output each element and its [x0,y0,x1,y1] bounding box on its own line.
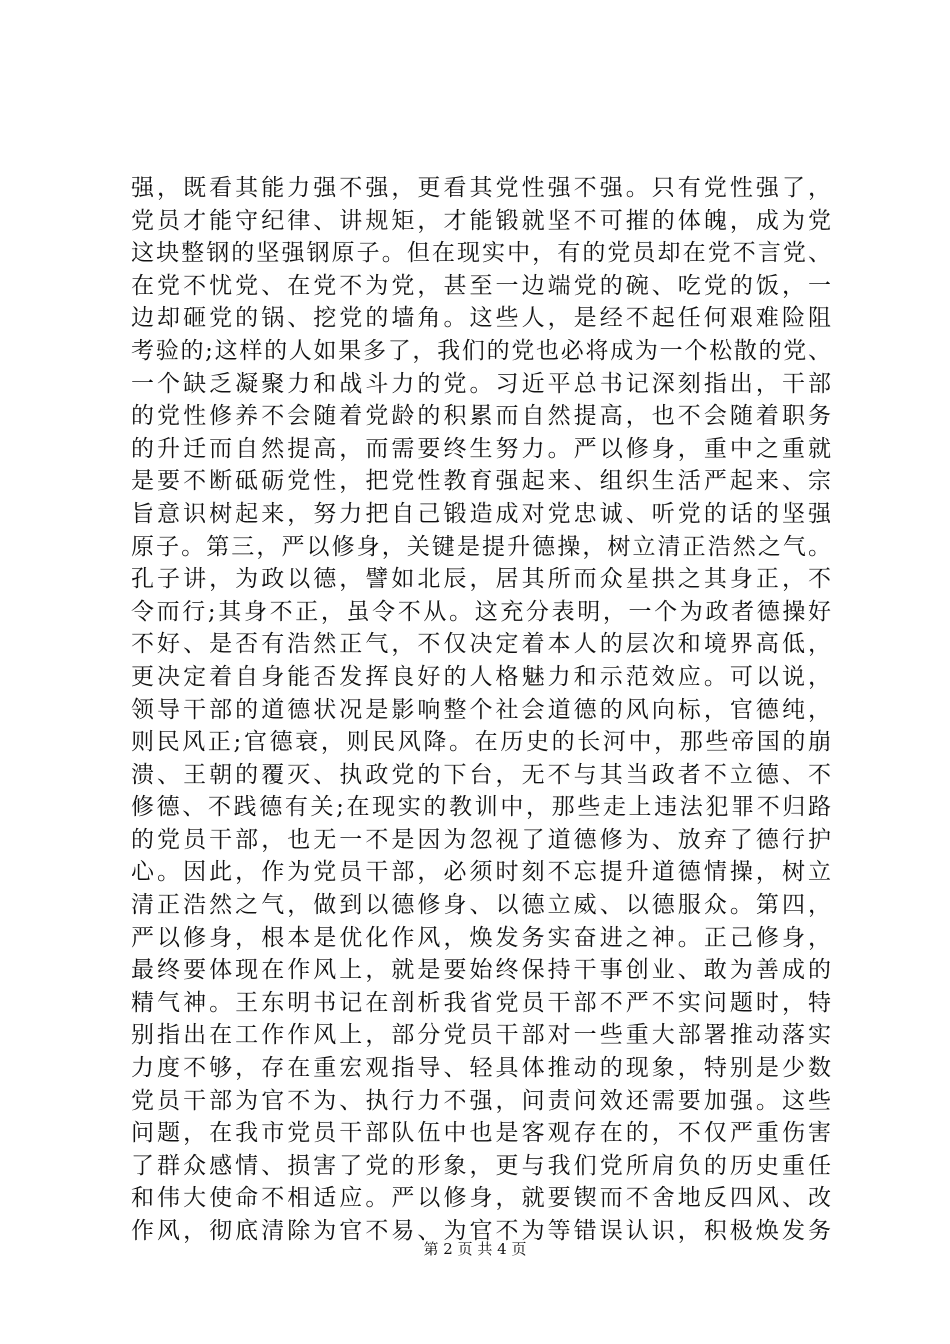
text-line: 这块整钢的坚强钢原子。但在现实中，有的党员却在党不言党、 [131,240,831,267]
text-line: 严以修身，根本是优化作风，焕发务实奋进之神。正己修身， [131,924,831,951]
text-line: 溃、王朝的覆灭、执政党的下台，无不与其当政者不立德、不 [131,761,831,788]
text-line: 一个缺乏凝聚力和战斗力的党。习近平总书记深刻指出，干部 [131,370,831,397]
text-line: 强，既看其能力强不强，更看其党性强不强。只有党性强了， [131,175,831,201]
text-line: 清正浩然之气，做到以德修身、以德立威、以德服众。第四， [131,892,831,919]
text-line: 更决定着自身能否发挥良好的人格魅力和示范效应。可以说， [131,663,831,690]
text-line: 修德、不践德有关;在现实的教训中，那些走上违法犯罪不归路 [131,794,831,821]
text-line: 原子。第三，严以修身，关键是提升德操，树立清正浩然之气。 [131,533,831,560]
text-line: 了群众感情、损害了党的形象，更与我们党所肩负的历史重任 [131,1152,831,1179]
text-line: 力度不够，存在重宏观指导、轻具体推动的现象，特别是少数 [131,1055,831,1082]
text-line: 考验的;这样的人如果多了，我们的党也必将成为一个松散的党、 [131,337,831,364]
text-line: 边却砸党的锅、挖党的墙角。这些人，是经不起任何艰难险阻 [131,305,831,332]
text-line: 和伟大使命不相适应。严以修身，就要锲而不舍地反四风、改 [131,1185,831,1212]
text-line: 的党员干部，也无一不是因为忽视了道德修为、放弃了德行护 [131,826,831,853]
text-line: 则民风正;官德衰，则民风降。在历史的长河中，那些帝国的崩 [131,729,831,756]
text-line: 别指出在工作作风上，部分党员干部对一些重大部署推动落实 [131,1022,831,1049]
text-line: 的党性修养不会随着党龄的积累而自然提高，也不会随着职务 [131,403,831,430]
text-line: 孔子讲，为政以德，譬如北辰，居其所而众星拱之其身正，不 [131,566,831,593]
text-line: 令而行;其身不正，虽令不从。这充分表明，一个为政者德操好 [131,598,831,625]
text-line: 精气神。王东明书记在剖析我省党员干部不严不实问题时，特 [131,989,831,1016]
text-line: 心。因此，作为党员干部，必须时刻不忘提升道德情操，树立 [131,859,831,886]
text-line: 旨意识树起来，努力把自己锻造成对党忠诚、听党的话的坚强 [131,500,831,527]
text-line: 党员干部为官不为、执行力不强，问责问效还需要加强。这些 [131,1087,831,1114]
text-line: 不好、是否有浩然正气，不仅决定着本人的层次和境界高低， [131,631,831,658]
text-line: 作风，彻底清除为官不易、为官不为等错误认识，积极焕发务 [131,1218,831,1244]
text-line: 在党不忧党、在党不为党，甚至一边端党的碗、吃党的饭，一 [131,272,831,299]
text-line: 是要不断砥砺党性，把党性教育强起来、组织生活严起来、宗 [131,468,831,495]
text-line: 领导干部的道德状况是影响整个社会道德的风向标，官德纯， [131,696,831,723]
text-line: 党员才能守纪律、讲规矩，才能锻就坚不可摧的体魄，成为党 [131,207,831,234]
text-line: 的升迁而自然提高，而需要终生努力。严以修身，重中之重就 [131,435,831,462]
text-line: 最终要体现在作风上，就是要始终保持干事创业、敢为善成的 [131,957,831,984]
body-text [131,172,831,1248]
text-line: 问题，在我市党员干部队伍中也是客观存在的，不仅严重伤害 [131,1120,831,1147]
page-footer: 第 2 页 共 4 页 [423,1240,527,1258]
